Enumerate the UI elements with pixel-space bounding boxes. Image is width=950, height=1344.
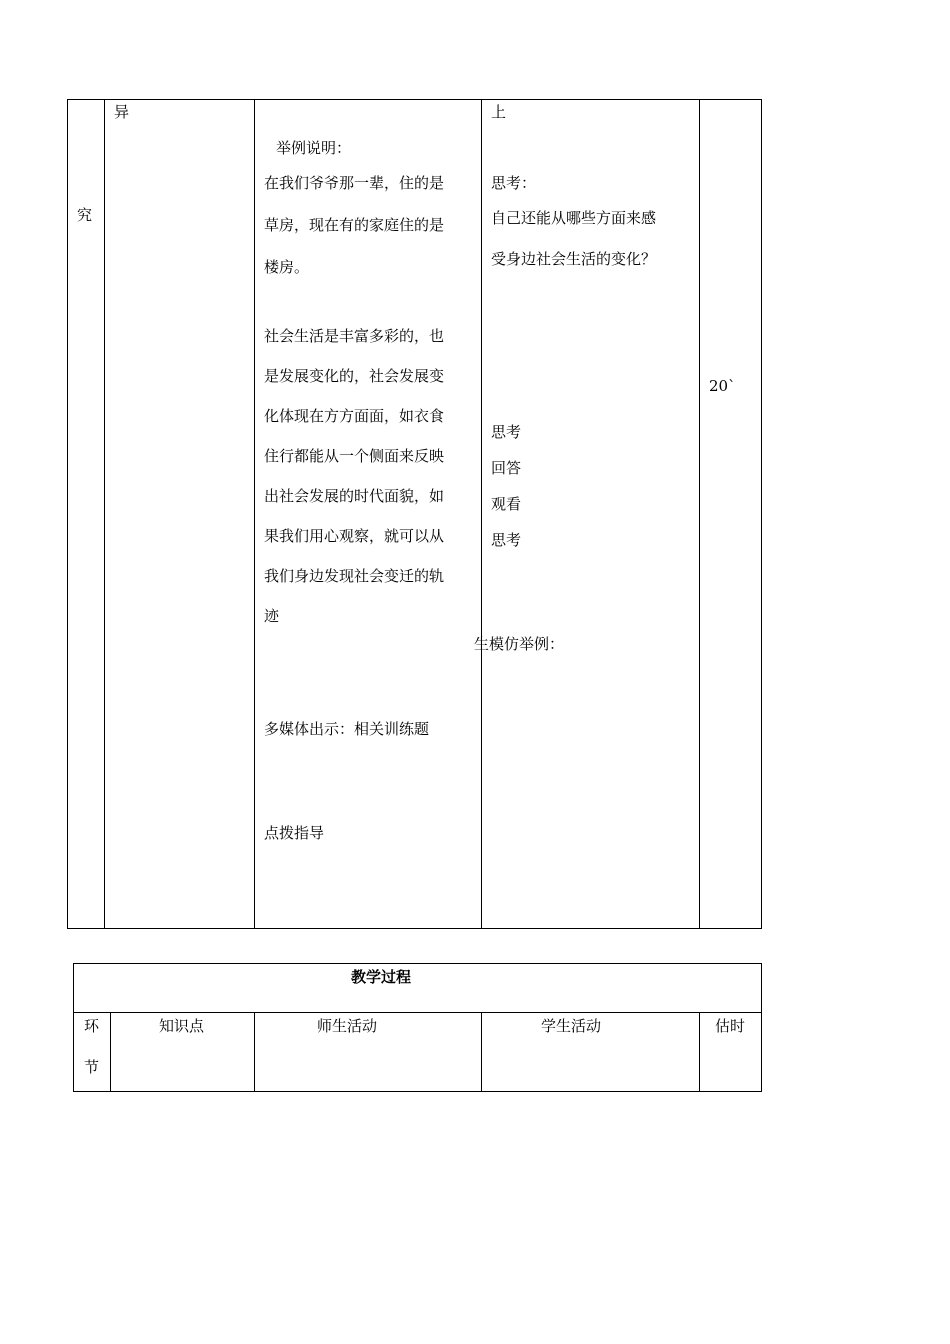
action-watch: 观看 [491,495,522,513]
table2-col-divider-1 [110,1012,111,1092]
action-think: 思考 [491,423,522,441]
section-char: 究 [77,206,93,224]
table2-right-border [761,963,762,1092]
summary-line: 住行都能从一个侧面来反映 [264,447,445,465]
table2-left-border [73,963,74,1092]
question-line: 受身边社会生活的变化？ [491,250,657,268]
table2-bottom-border [73,1091,762,1092]
action-answer: 回答 [491,459,522,477]
example-line: 在我们爷爷那一辈，住的是 [264,174,445,192]
time-estimate: 20` [709,377,736,395]
table2-title: 教学过程 [351,968,412,986]
imitate-text: 生模仿举例： [474,635,565,653]
table1-bottom-border [67,928,762,929]
summary-line: 出社会发展的时代面貌，如 [264,487,445,505]
table1-right-border [761,99,762,929]
header-section: 节 [84,1058,100,1076]
table1-col-divider-3 [481,99,482,929]
header-student-activity: 学生活动 [541,1017,602,1035]
table1-top-border [67,99,762,100]
student-top-char: 上 [491,103,507,121]
header-section: 环 [84,1017,100,1035]
table2-col-divider-4 [699,1012,700,1092]
think-label: 思考： [491,174,537,192]
example-line: 楼房。 [264,258,310,276]
table1-col-divider-2 [254,99,255,929]
table2-col-divider-2 [254,1012,255,1092]
guidance-text: 点拨指导 [264,824,325,842]
header-knowledge: 知识点 [159,1017,205,1035]
table1-col-divider-4 [699,99,700,929]
table2-top-border [73,963,762,964]
summary-line: 社会生活是丰富多彩的，也 [264,327,445,345]
table2-title-divider [73,1012,762,1013]
summary-line: 我们身边发现社会变迁的轨 [264,567,445,585]
header-teacher-activity: 师生活动 [317,1017,378,1035]
summary-line: 果我们用心观察，就可以从 [264,527,445,545]
header-time: 估时 [715,1017,746,1035]
question-line: 自己还能从哪些方面来感 [491,209,657,227]
summary-line: 化体现在方方面面，如衣食 [264,407,445,425]
summary-line: 是发展变化的，社会发展变 [264,367,445,385]
summary-line: 迹 [264,607,280,625]
knowledge-char: 异 [114,103,130,121]
table1-col-divider-1 [104,99,105,929]
action-think-2: 思考 [491,531,522,549]
example-intro: 举例说明： [276,139,352,157]
example-line: 草房，现在有的家庭住的是 [264,216,445,234]
table1-left-border [67,99,68,929]
multimedia-text: 多媒体出示：相关训练题 [264,720,430,738]
table2-col-divider-3 [481,1012,482,1092]
